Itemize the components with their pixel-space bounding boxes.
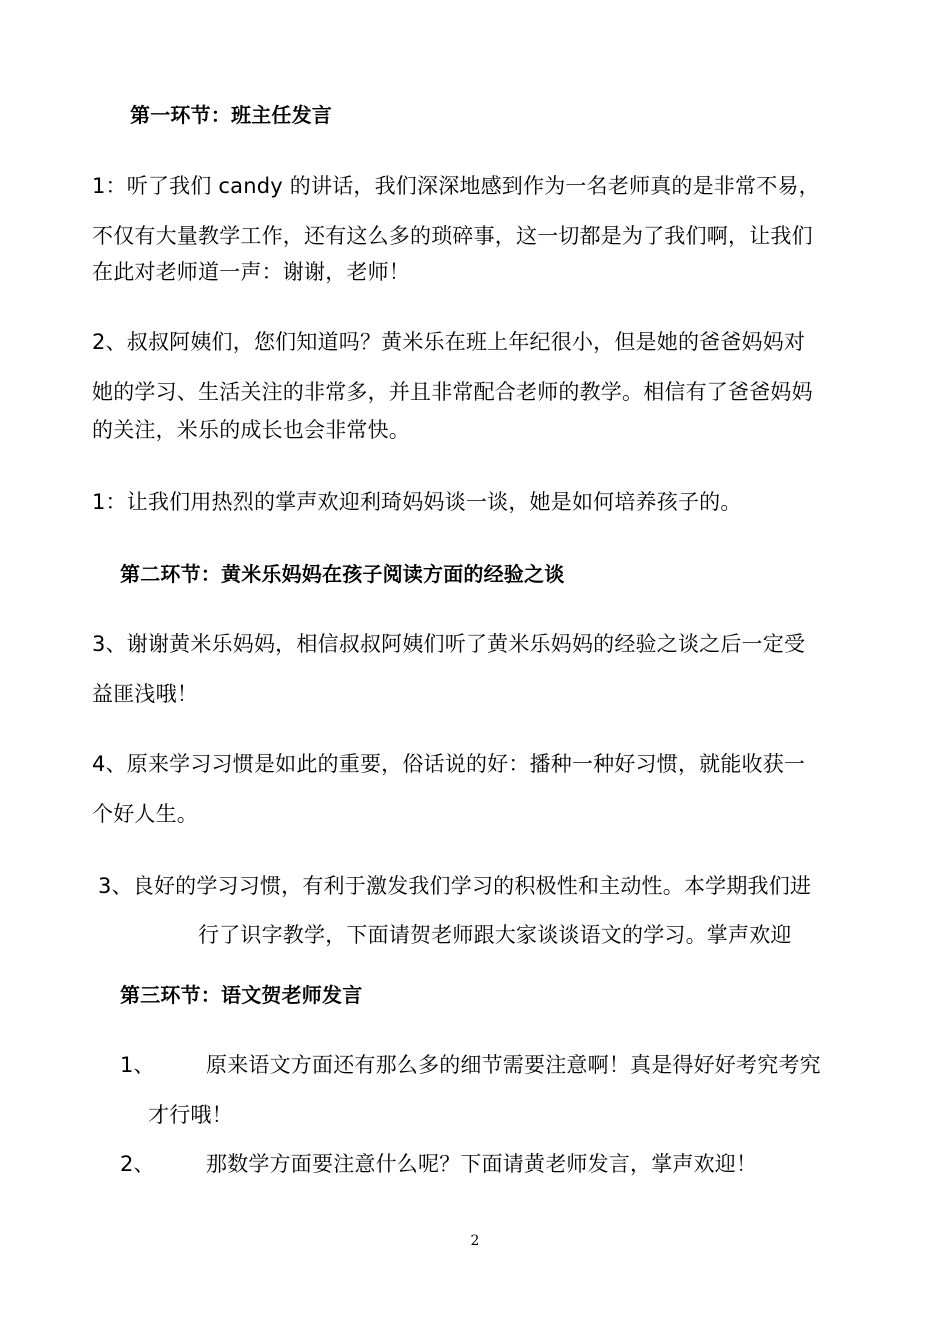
paragraph-1-line-3: 在此对老师道一声：谢谢，老师！ [92,260,410,284]
section-2-heading: 第二环节：黄米乐妈妈在孩子阅读方面的经验之谈 [120,562,565,586]
paragraph-5-line-1: 4、原来学习习惯是如此的重要，俗话说的好：播种一种好习惯，就能收获一 [92,752,806,776]
paragraph-2-line-1: 2、叔叔阿姨们，您们知道吗？黄米乐在班上年纪很小，但是她的爸爸妈妈对 [92,330,806,354]
paragraph-4-line-2: 益匪浅哦！ [92,682,198,706]
paragraph-4-line-1: 3、谢谢黄米乐妈妈，相信叔叔阿姨们听了黄米乐妈妈的经验之谈之后一定受 [92,632,806,656]
paragraph-1-line-2: 不仅有大量教学工作，还有这么多的琐碎事，这一切都是为了我们啊，让我们 [92,224,813,248]
section-1-heading: 第一环节：班主任发言 [130,103,332,127]
paragraph-6-line-2: 行了识字教学，下面请贺老师跟大家谈谈语文的学习。掌声欢迎 [198,923,792,947]
list-item-1-line-2: 才行哦！ [148,1103,233,1127]
list-item-1-line-1: 原来语文方面还有那么多的细节需要注意啊！真是得好好考究考究 [206,1053,821,1077]
list-item-1-number: 1、 [120,1053,155,1077]
section-3-heading: 第三环节：语文贺老师发言 [120,983,363,1007]
paragraph-3-line-1: 1：让我们用热烈的掌声欢迎利琦妈妈谈一谈，她是如何培养孩子的。 [92,490,742,514]
list-item-2-number: 2、 [120,1152,155,1176]
paragraph-5-line-2: 个好人生。 [92,802,198,826]
list-item-2-line-1: 那数学方面要注意什么呢？下面请黄老师发言，掌声欢迎！ [206,1152,758,1176]
page-number: 2 [470,1233,480,1249]
paragraph-6-line-1: 3、良好的学习习惯，有利于激发我们学习的积极性和主动性。本学期我们进 [98,874,812,898]
paragraph-2-line-2: 她的学习、生活关注的非常多，并且非常配合老师的教学。相信有了爸爸妈妈 [92,380,813,404]
paragraph-2-line-3: 的关注，米乐的成长也会非常快。 [92,418,410,442]
paragraph-1-line-1: 1：听了我们 candy 的讲话，我们深深地感到作为一名老师真的是非常不易， [92,174,820,198]
